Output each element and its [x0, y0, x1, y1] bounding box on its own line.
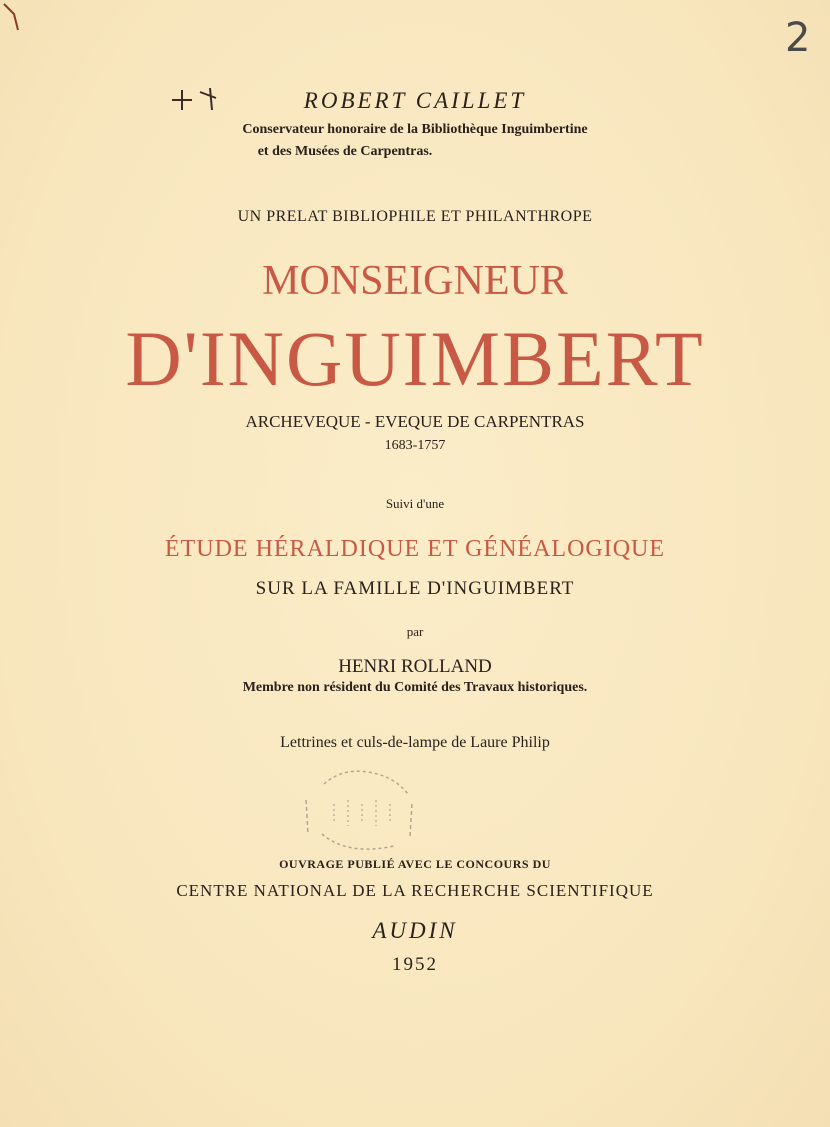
- sponsor-name: CENTRE NATIONAL DE LA RECHERCHE SCIENTIFIQUE: [176, 881, 654, 900]
- book-subtitle: UN PRELAT BIBLIOPHILE ET PHILANTHROPE: [237, 208, 593, 225]
- author-title-line-2: et des Musées de Carpentras.: [257, 144, 433, 159]
- study-subtitle: SUR LA FAMILLE D'INGUIMBERT: [255, 578, 575, 599]
- followed-by-text: Suivi d'une: [385, 496, 445, 511]
- author-name: ROBERT CAILLET: [303, 88, 527, 113]
- author-title-line-1: Conservateur honoraire de la Bibliothèque Inguimbertine: [242, 122, 588, 137]
- subject-dates: 1683-1757: [384, 438, 446, 453]
- handwritten-page-number: 2: [785, 15, 811, 61]
- publication-note: OUVRAGE PUBLIÉ AVEC LE CONCOURS DU: [279, 857, 551, 871]
- by-text: par: [406, 624, 424, 639]
- illustrations-credit: Lettrines et culs-de-lampe de Laure Philip: [280, 734, 550, 751]
- book-title-line-1: MONSEIGNEUR: [262, 258, 568, 304]
- subject-role: ARCHEVEQUE - EVEQUE DE CARPENTRAS: [245, 412, 585, 431]
- publisher-name: AUDIN: [372, 918, 458, 943]
- co-author-name: HENRI ROLLAND: [338, 656, 492, 677]
- book-title-line-2: D'INGUIMBERT: [125, 315, 705, 402]
- publication-year: 1952: [392, 954, 438, 975]
- library-stamp: [298, 764, 420, 860]
- co-author-title: Membre non résident du Comité des Travaux historiques.: [242, 680, 588, 695]
- corner-ink-mark: [0, 0, 24, 40]
- study-title: ÉTUDE HÉRALDIQUE ET GÉNÉALOGIQUE: [164, 536, 666, 562]
